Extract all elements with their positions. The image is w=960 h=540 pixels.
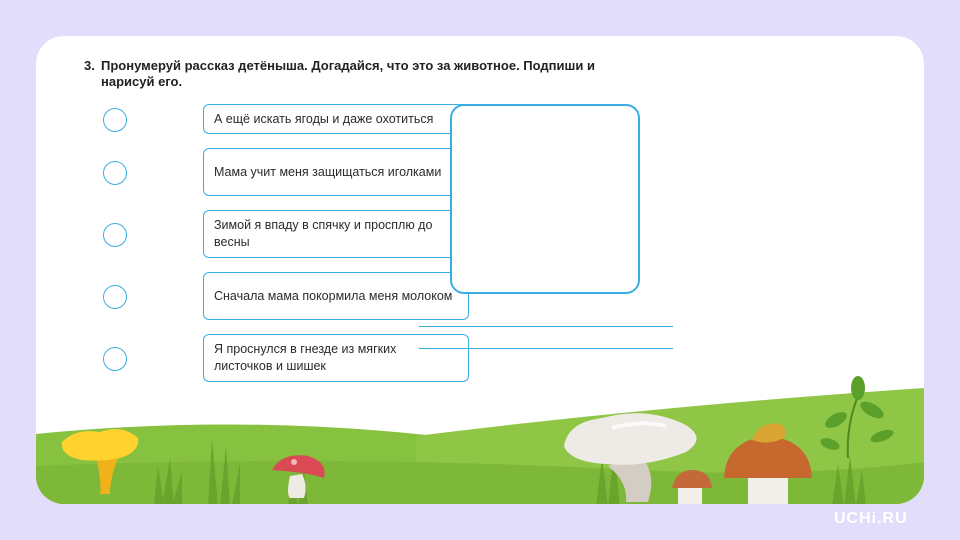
statement-box: Я проснулся в гнезде из мягких листочков и шишек bbox=[203, 334, 469, 382]
statement-box: Мама учит меня защищаться иголками bbox=[203, 148, 469, 196]
order-circle-input[interactable] bbox=[103, 108, 127, 132]
order-circle-input[interactable] bbox=[103, 285, 127, 309]
order-circle-input[interactable] bbox=[103, 161, 127, 185]
task-text: Пронумеруй рассказ детёныша. Догадайся, что это за животное. Подпиши и нарисуй его. bbox=[101, 58, 595, 89]
drawing-area[interactable] bbox=[450, 104, 640, 294]
order-circle-input[interactable] bbox=[103, 223, 127, 247]
forest-illustration bbox=[36, 366, 924, 504]
animal-name-line-1[interactable] bbox=[419, 326, 673, 327]
statement-box: А ещё искать ягоды и даже охотиться bbox=[203, 104, 469, 134]
worksheet-card bbox=[36, 36, 924, 504]
task-instruction bbox=[84, 58, 644, 90]
animal-name-line-2[interactable] bbox=[419, 348, 673, 349]
statement-box: Сначала мама покормила меня молоком bbox=[203, 272, 469, 320]
statement-box: Зимой я впаду в спячку и просплю до весны bbox=[203, 210, 469, 258]
task-number: 3. bbox=[84, 58, 95, 73]
brand-watermark: UCHi.RU bbox=[834, 510, 908, 527]
